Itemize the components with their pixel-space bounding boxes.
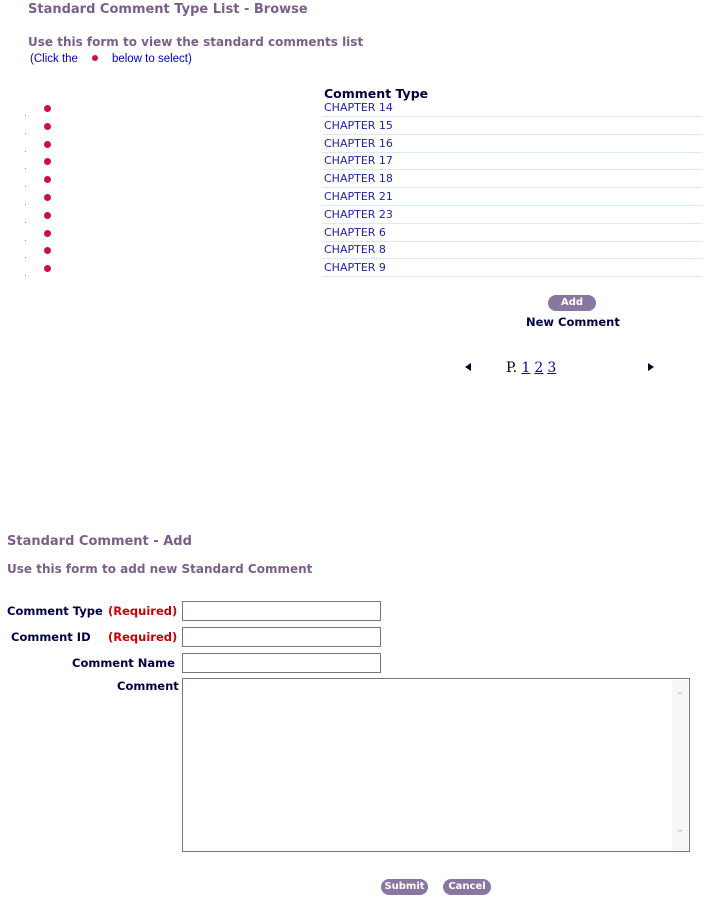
select-hint	[30, 53, 192, 65]
browse-instruction: Use this form to view the standard comments list	[28, 35, 364, 49]
row-marker	[25, 186, 26, 187]
row-divider	[322, 152, 702, 153]
hint-suffix: below to select)	[111, 53, 192, 65]
comment-name-input[interactable]	[182, 653, 381, 673]
row-marker	[25, 168, 26, 169]
row-marker	[25, 257, 26, 258]
row-divider	[322, 116, 702, 117]
comment-type-link[interactable]: CHAPTER 14	[324, 101, 393, 114]
pagination	[506, 360, 556, 376]
bullet-dot-icon	[92, 55, 98, 61]
comment-type-link[interactable]: CHAPTER 21	[324, 190, 393, 203]
comment-id-required: (Required)	[108, 630, 178, 644]
row-divider	[322, 205, 702, 206]
select-bullet-icon[interactable]	[44, 123, 51, 130]
row-marker	[25, 222, 26, 223]
select-bullet-icon[interactable]	[44, 194, 51, 201]
comment-name-label: Comment Name	[72, 656, 175, 670]
comment-type-link[interactable]: CHAPTER 15	[324, 119, 393, 132]
comment-type-link[interactable]: CHAPTER 17	[324, 154, 393, 167]
comment-type-column-header: Comment Type	[324, 86, 429, 101]
row-marker	[25, 240, 26, 241]
hint-prefix: (Click the	[30, 53, 78, 65]
submit-button[interactable]: Submit	[381, 879, 428, 895]
row-marker	[25, 133, 26, 134]
comment-type-link[interactable]: CHAPTER 6	[324, 226, 386, 239]
comment-type-link[interactable]: CHAPTER 8	[324, 243, 386, 256]
row-marker	[25, 151, 26, 152]
row-divider	[322, 276, 702, 277]
comment-type-link[interactable]: CHAPTER 23	[324, 208, 393, 221]
select-bullet-icon[interactable]	[44, 212, 51, 219]
select-bullet-icon[interactable]	[44, 176, 51, 183]
comment-id-label: Comment ID	[11, 630, 91, 644]
row-marker	[25, 115, 26, 116]
select-bullet-icon[interactable]	[44, 230, 51, 237]
row-divider	[322, 134, 702, 135]
browse-title: Standard Comment Type List - Browse	[28, 2, 308, 17]
row-divider	[322, 169, 702, 170]
new-comment-caption: New Comment	[526, 315, 620, 329]
row-marker	[25, 204, 26, 205]
comment-type-required: (Required)	[108, 604, 178, 618]
comment-textarea[interactable]	[182, 678, 690, 852]
pager-prefix: P.	[506, 360, 518, 376]
select-bullet-icon[interactable]	[44, 158, 51, 165]
next-page-icon[interactable]	[648, 363, 654, 371]
select-bullet-icon[interactable]	[44, 141, 51, 148]
add-form-instruction: Use this form to add new Standard Comment	[7, 562, 313, 576]
row-divider	[322, 223, 702, 224]
select-bullet-icon[interactable]	[44, 265, 51, 272]
comment-label: Comment	[117, 679, 179, 693]
add-button[interactable]: Add	[548, 295, 596, 311]
comment-type-link[interactable]: CHAPTER 18	[324, 172, 393, 185]
comment-type-input[interactable]	[182, 601, 381, 621]
row-marker	[25, 275, 26, 276]
comment-type-link[interactable]: CHAPTER 9	[324, 261, 386, 274]
page-link-2[interactable]: 2	[534, 360, 544, 376]
add-form-title: Standard Comment - Add	[7, 534, 192, 549]
select-bullet-icon[interactable]	[44, 105, 51, 112]
scroll-down-icon[interactable]: ⌄	[675, 822, 685, 835]
comment-type-label: Comment Type	[7, 604, 103, 618]
page-link-1[interactable]: 1	[521, 360, 531, 376]
row-divider	[322, 187, 702, 188]
scroll-up-icon[interactable]: ⌃	[675, 690, 685, 703]
row-divider	[322, 258, 702, 259]
page-link-3[interactable]: 3	[547, 360, 557, 376]
cancel-button[interactable]: Cancel	[443, 879, 491, 895]
row-divider	[322, 241, 702, 242]
prev-page-icon[interactable]	[465, 363, 471, 371]
select-bullet-icon[interactable]	[44, 247, 51, 254]
comment-type-link[interactable]: CHAPTER 16	[324, 137, 393, 150]
comment-id-input[interactable]	[182, 627, 381, 647]
